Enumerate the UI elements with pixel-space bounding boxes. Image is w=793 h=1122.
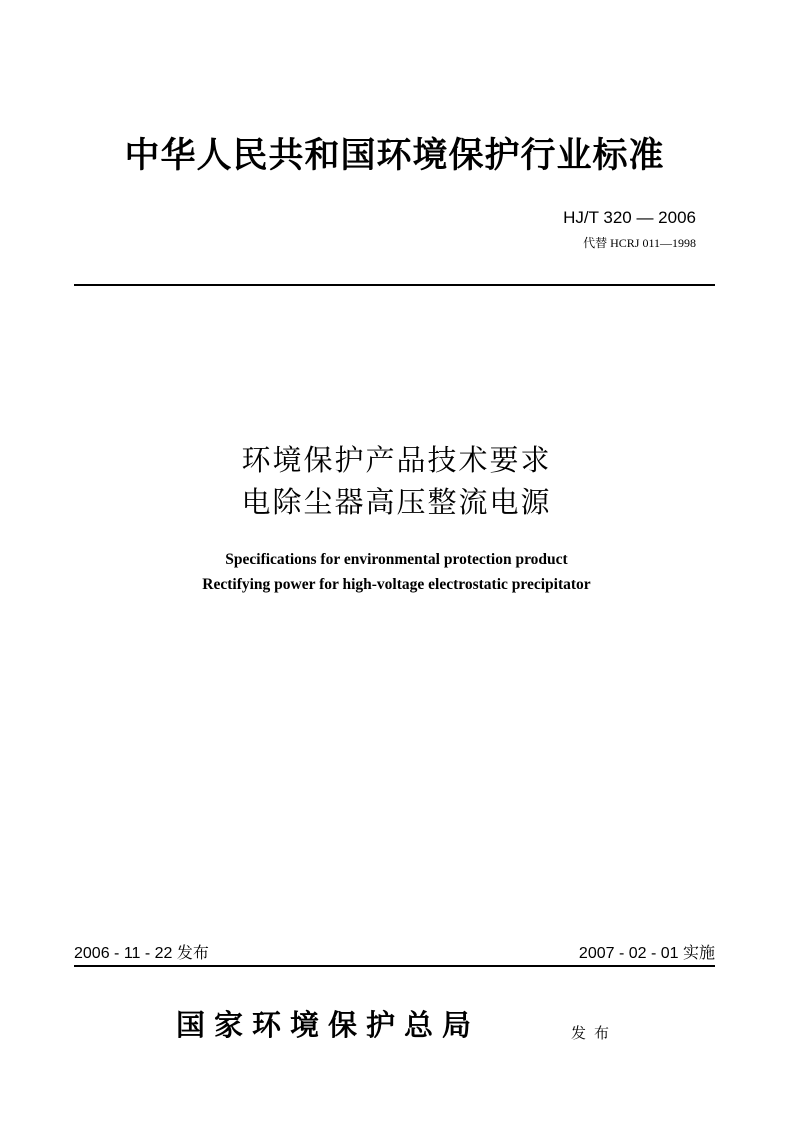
title-english-line1: Specifications for environmental protection product [225,551,568,568]
bottom-divider [74,965,715,967]
replaces-standard: 代替 HCRJ 011—1998 [583,236,696,250]
standard-category-header: 中华人民共和国环境保护行业标准 [124,135,665,176]
title-chinese-line1: 环境保护产品技术要求 [241,443,552,477]
title-chinese-line2: 电除尘器高压整流电源 [241,485,552,519]
implementation-date: 2007 - 02 - 01 实施 [578,945,715,962]
publish-label: 发布 [571,1024,618,1042]
publisher-name: 国家环境保护总局 [176,1008,481,1042]
standard-number: HJ/T 320 — 2006 [563,208,696,227]
issue-date: 2006 - 11 - 22 发布 [74,945,209,962]
title-english-line2: Rectifying power for high-voltage electrostatic precipitator [202,576,591,593]
top-divider [74,284,715,286]
